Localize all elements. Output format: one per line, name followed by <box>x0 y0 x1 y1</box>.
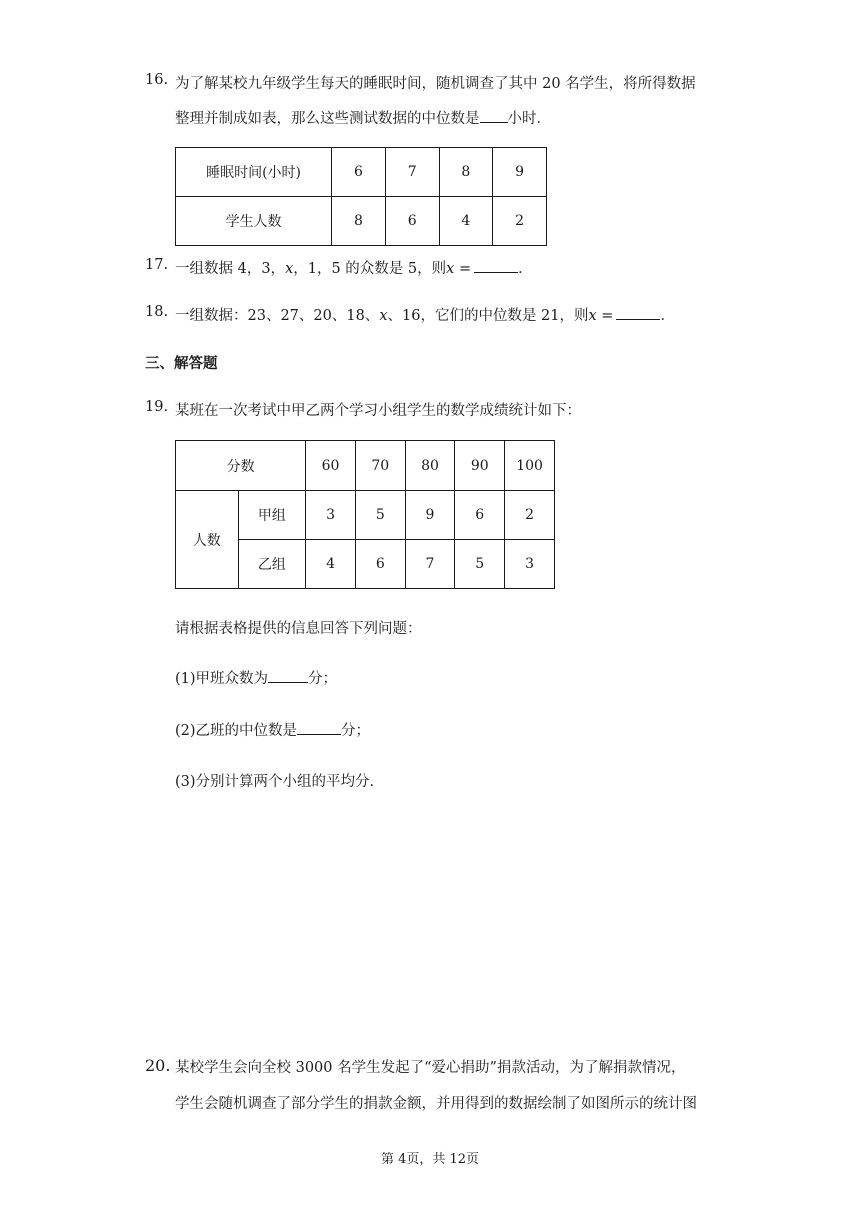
q19-sub1-text: (1)甲班众数为 <box>175 671 269 687</box>
q18-answer-blank[interactable] <box>616 305 660 320</box>
q17-period: ． <box>518 261 533 277</box>
table-cell: 9 <box>405 491 455 540</box>
q20-number: 20. <box>145 1056 171 1075</box>
q17-text <box>175 257 533 278</box>
table-cell: 5 <box>355 491 405 540</box>
q16-number: 16. <box>145 72 169 88</box>
q19-sub1-unit: 分； <box>308 671 338 687</box>
q18-text-part: 、16，它们的中位数是 21，则 <box>387 308 589 324</box>
q17-answer-blank[interactable] <box>474 258 518 273</box>
q18-variable: x <box>379 308 388 324</box>
q19-prompt: 请根据表格提供的信息回答下列问题： <box>175 621 422 637</box>
table-header-cell: 人数 <box>176 491 239 589</box>
q17-number: 17. <box>145 257 169 273</box>
q19-intro: 某班在一次考试中甲乙两个学习小组学生的数学成绩统计如下： <box>175 403 581 419</box>
table-cell: 4 <box>306 540 356 589</box>
table-header-cell: 睡眠时间(小时) <box>176 148 332 197</box>
table-cell: 6 <box>332 148 386 197</box>
q19-sub1-answer-blank[interactable] <box>268 668 308 683</box>
table-cell: 7 <box>385 148 439 197</box>
table-cell: 8 <box>332 197 386 246</box>
table-cell: 60 <box>306 441 356 491</box>
q18-text <box>175 304 675 325</box>
page-footer: 第 4页，共 12页 <box>380 1152 480 1167</box>
q16-line1: 为了解某校九年级学生每天的睡眠时间，随机调查了其中 20 名学生，将所得数据 <box>175 76 696 92</box>
q17-variable: x <box>446 261 455 277</box>
q18-equals: = <box>596 308 614 324</box>
q19-sub2-answer-blank[interactable] <box>297 720 341 735</box>
q18-number: 18. <box>145 304 169 320</box>
section-heading: 三、解答题 <box>145 355 218 372</box>
q17-text-part: 一组数据 4，3， <box>175 261 286 277</box>
table-cell: 9 <box>493 148 547 197</box>
table-cell: 4 <box>439 197 493 246</box>
q17-equals: = <box>454 261 472 277</box>
q19-sub2-text: (2)乙班的中位数是 <box>175 723 298 739</box>
table-cell: 7 <box>405 540 455 589</box>
table-cell: 8 <box>439 148 493 197</box>
q16-line2-unit: 小时． <box>507 111 551 127</box>
q16-line2 <box>175 107 551 128</box>
table-cell: 6 <box>385 197 439 246</box>
q17-variable: x <box>285 261 294 277</box>
table-cell: 100 <box>505 441 555 491</box>
q16-line2-text: 整理并制成如表，那么这些测试数据的中位数是 <box>175 111 480 127</box>
table-header-cell: 学生人数 <box>176 197 332 246</box>
q19-score-table <box>175 440 555 589</box>
q19-sub2-unit: 分； <box>341 723 371 739</box>
q20-line1: 某校学生会向全校 3000 名学生发起了“爱心捐助”捐款活动，为了解捐款情况， <box>175 1060 686 1076</box>
table-cell: 3 <box>505 540 555 589</box>
q18-period: ． <box>660 308 675 324</box>
table-cell: 2 <box>505 491 555 540</box>
table-cell: 3 <box>306 491 356 540</box>
q19-number: 19. <box>145 399 169 415</box>
table-cell: 2 <box>493 197 547 246</box>
table-row-label: 甲组 <box>238 491 306 540</box>
table-cell: 90 <box>455 441 505 491</box>
q19-sub1 <box>175 667 337 688</box>
table-cell: 5 <box>455 540 505 589</box>
table-header-cell: 分数 <box>176 441 306 491</box>
q18-variable: x <box>588 308 597 324</box>
q19-sub2 <box>175 719 370 740</box>
table-cell: 70 <box>355 441 405 491</box>
table-row-label: 乙组 <box>238 540 306 589</box>
q18-text-part: 一组数据：23、27、20、18、 <box>175 308 380 324</box>
q19-sub3: (3)分别计算两个小组的平均分． <box>175 774 385 790</box>
table-cell: 80 <box>405 441 455 491</box>
q16-answer-blank[interactable] <box>480 108 508 123</box>
q17-text-part: ，1，5 的众数是 5，则 <box>293 261 447 277</box>
table-cell: 6 <box>455 491 505 540</box>
q16-sleep-table <box>175 147 547 246</box>
q20-line2: 学生会随机调查了部分学生的捐款金额，并用得到的数据绘制了如图所示的统计图 <box>175 1096 697 1112</box>
table-cell: 6 <box>355 540 405 589</box>
